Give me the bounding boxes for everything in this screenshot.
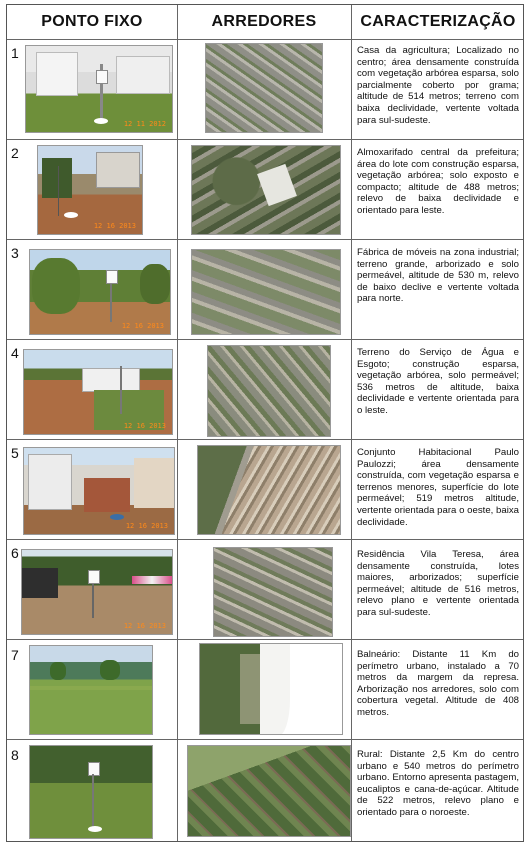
row-number: 4 (11, 345, 19, 361)
fixed-point-photo (29, 249, 171, 335)
aerial-view-image (187, 745, 351, 837)
row-divider (7, 639, 523, 640)
row-number: 2 (11, 145, 19, 161)
aerial-view-image (197, 445, 341, 535)
aerial-view-image (199, 643, 343, 735)
aerial-view-image (205, 43, 323, 133)
row-description: Rural: Distante 2,5 Km do centro urbano e 540 metros do perímetro urbano. Entorno apresenta pastagem, eucaliptos e cana-de-açúcar. Altitude de 522 metros, relevo plano e orientado para o noroeste. (357, 749, 519, 818)
row-divider (7, 739, 523, 740)
row-number: 1 (11, 45, 19, 61)
row-description: Fábrica de móveis na zona industrial; terreno grande, arborizado e solo permeável, altitude de 530 m, relevo de baixo declive e vertente voltada para norte. (357, 247, 519, 305)
column-divider (351, 5, 352, 841)
row-description: Casa da agricultura; Localizado no centro; área densamente construída com vegetação arbórea esparsa, solo parcialmente coberto por grama; altitude de 514 metros; terreno com baixa declividade, vertente voltada para sul-sudeste. (357, 45, 519, 126)
row-description: Terreno do Serviço de Água e Esgoto; construção esparsa, vegetação arbórea, solo permeável; 536 metros de altitude, baixa declividade e vertente orientada para o leste. (357, 347, 519, 416)
column-divider (177, 5, 178, 841)
header-arredores: ARREDORES (211, 13, 317, 30)
fixed-point-photo (29, 745, 153, 839)
aerial-view-image (207, 345, 331, 437)
fixed-point-photo (21, 549, 173, 635)
row-divider (7, 539, 523, 540)
aerial-view-image (191, 145, 341, 235)
fixed-point-photo (29, 645, 153, 735)
aerial-view-image (191, 249, 341, 335)
photo-date-stamp: 12 11 2012 (123, 120, 166, 128)
photo-date-stamp: 12 16 2013 (93, 222, 136, 230)
fixed-point-photo (37, 145, 143, 235)
photo-date-stamp: 12 16 2013 (125, 522, 168, 530)
row-number: 6 (11, 545, 19, 561)
fixed-point-photo (23, 447, 175, 535)
header-caracterizacao: CARACTERIZAÇÃO (360, 13, 516, 30)
row-description: Balneário: Distante 11 Km do perímetro urbano, instalado a 70 metros da margem da represa. Arborização nos arredores, solo com cobertura vegetal. Altitude de 408 metros. (357, 649, 519, 718)
row-description: Conjunto Habitacional Paulo Paulozzi; área densamente construída, com vegetação esparsa e terrenos menores, superfície do lote permeável; 519 metros altitude, vertente orientada para o oeste, baixa declividade. (357, 447, 519, 528)
row-number: 7 (11, 647, 19, 663)
row-divider (7, 339, 523, 340)
characterization-table (6, 4, 524, 842)
row-number: 5 (11, 445, 19, 461)
row-number: 3 (11, 245, 19, 261)
photo-date-stamp: 12 16 2013 (121, 322, 164, 330)
row-divider (7, 239, 523, 240)
photo-date-stamp: 12 16 2013 (123, 422, 166, 430)
row-number: 8 (11, 747, 19, 763)
fixed-point-photo (25, 45, 173, 133)
row-divider (7, 139, 523, 140)
aerial-view-image (213, 547, 333, 637)
row-description: Almoxarifado central da prefeitura; área do lote com construção esparsa, vegetação arbórea; solo exposto e compacto; altitude de 488 metros; relevo de baixa declividade e orientado para leste. (357, 147, 519, 216)
fixed-point-photo (23, 349, 173, 435)
row-divider (7, 39, 523, 40)
photo-date-stamp: 12 16 2013 (123, 622, 166, 630)
row-divider (7, 439, 523, 440)
row-description: Residência Vila Teresa, área densamente construída, lotes maiores, arborizados; superfície permeável; altitude de 516 metros, relevo plano e vertente orientada para sul-sudeste. (357, 549, 519, 618)
header-ponto-fixo: PONTO FIXO (41, 13, 143, 30)
